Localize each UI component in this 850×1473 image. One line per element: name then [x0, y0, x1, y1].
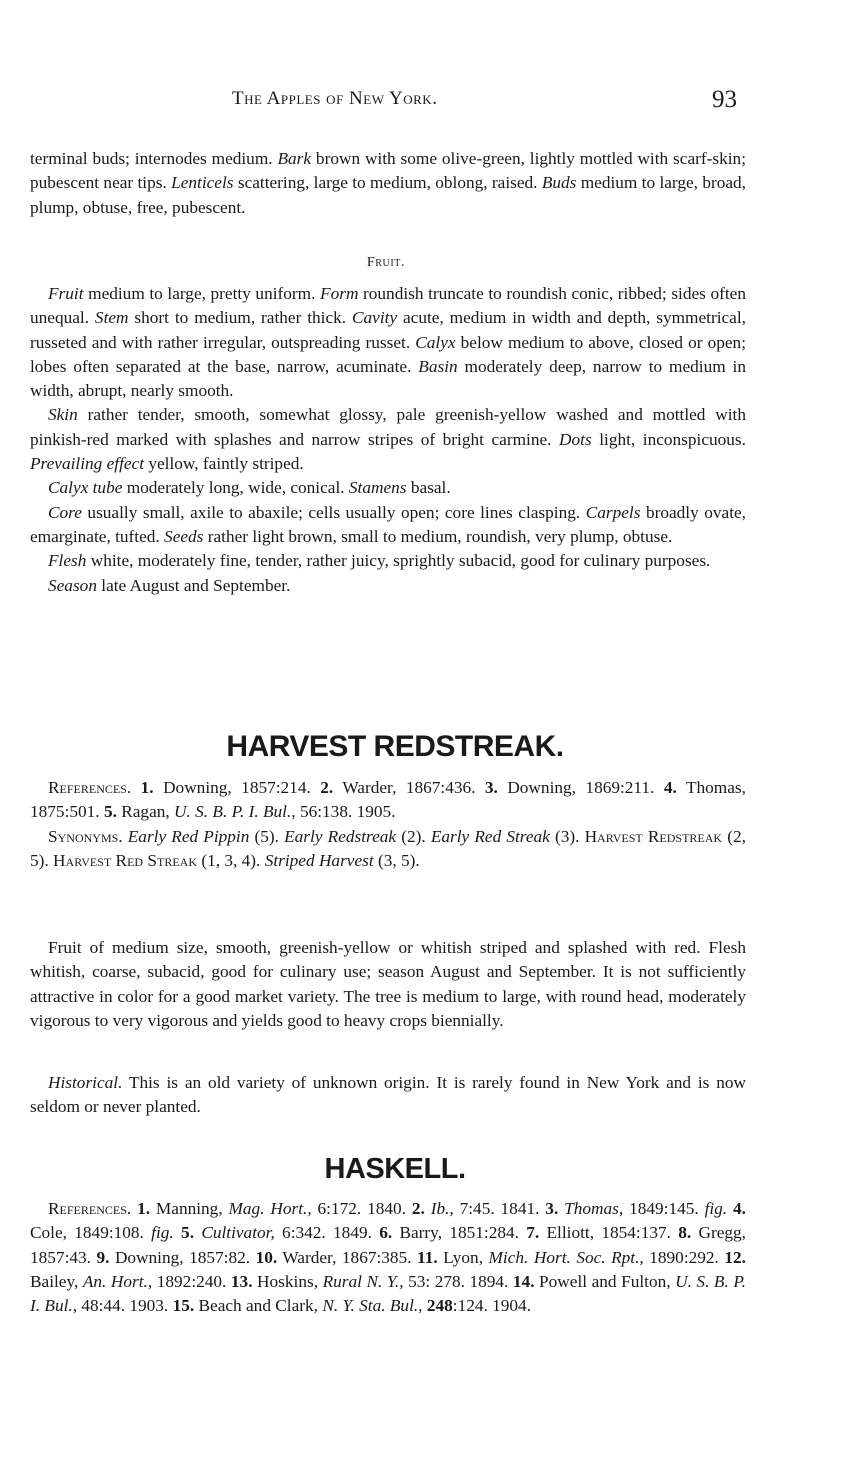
- intro-paragraph: terminal buds; internodes medium. Bark brown with some olive-green, lightly mottled with scarf-skin; pubescent near tips. Lenticels scattering, large to medium, oblong, raised. Buds medium to large, broad, plump, obtuse, free, pubescent.: [30, 149, 746, 217]
- core-paragraph: Core usually small, axile to abaxile; cells usually open; core lines clasping. Carpels broadly ovate, emarginate, tufted. Seeds rather light brown, small to medium, roundish, very plump, obtuse.: [30, 502, 746, 546]
- flesh-paragraph: Flesh white, moderately fine, tender, rather juicy, sprightly subacid, good for culinary purposes.: [48, 551, 711, 571]
- running-head: [0, 86, 850, 116]
- fruit-paragraph: Fruit medium to large, pretty uniform. Form roundish truncate to roundish conic, ribbed; sides often unequal. Stem short to medium, rather thick. Cavity acute, medium in width and depth, symmetrical, russeted and with rather irregular, outspreading russet. Calyx below medium to above, closed or open; lobes often separated at the base, narrow, acuminate. Basin moderately deep, narrow to medium in width, abrupt, nearly smooth.: [30, 284, 746, 401]
- season-paragraph: Season late August and September.: [48, 575, 291, 595]
- harvest-redstreak-synonyms: Synonyms. Early Red Pippin (5). Early Redstreak (2). Early Red Streak (3). Harvest Redstreak (2, 5). Harvest Red Streak (1, 3, 4). Striped Harvest (3, 5).: [30, 826, 746, 870]
- harvest-redstreak-description: Fruit of medium size, smooth, greenish-yellow or whitish striped and splashed with red. Flesh whitish, coarse, subacid, good for culinary use; season August and September. It is not sufficiently attractive in color for a good market variety. The tree is medium to large, with round head, moderately vigorous to very vigorous and yields good to heavy crops biennially.: [30, 938, 746, 1030]
- harvest-redstreak-title: HARVEST REDSTREAK.: [226, 730, 564, 763]
- fruit-heading: Fruit.: [366, 255, 406, 270]
- harvest-redstreak-references: References. 1. Downing, 1857:214. 2. Warder, 1867:436. 3. Downing, 1869:211. 4. Thomas, 1875:501. 5. Ragan, U. S. B. P. I. Bul., 56:138. 1905. Synonyms. Early Red Pippin (5). Early Redstreak (2). Early Red Streak (3). Harvest Redstreak (2, 5). Harvest Red Streak (1, 3, 4). Striped Harvest (3, 5).: [30, 776, 746, 873]
- running-title: The Apples of New York.: [232, 88, 438, 109]
- calyx-tube-paragraph: Calyx tube moderately long, wide, conical. Stamens basal.: [48, 478, 451, 498]
- page-number: 93: [712, 86, 737, 113]
- skin-paragraph: Skin rather tender, smooth, somewhat glossy, pale greenish-yellow washed and mottled with pinkish-red marked with splashes and narrow stripes of bright carmine. Dots light, inconspicuous. Prevailing effect yellow, faintly striped.: [30, 405, 746, 474]
- fruit-description: [30, 282, 746, 598]
- haskell-title: HASKELL.: [324, 1153, 466, 1185]
- haskell-references: References. 1. Manning, Mag. Hort., 6:172. 1840. 2. Ib., 7:45. 1841. 3. Thomas, 1849:145. fig. 4. Cole, 1849:108. fig. 5. Cultivator, 6:342. 1849. 6. Barry, 1851:284. 7. Elliott, 1854:137. 8. Gregg, 1857:43. 9. Downing, 1857:82. 10. Warder, 1867:385. 11. Lyon, Mich. Hort. Soc. Rpt., 1890:292. 12. Bailey, An. Hort., 1892:240. 13. Hoskins, Rural N. Y., 53: 278. 1894. 14. Powell and Fulton, U. S. B. P. I. Bul., 48:44. 1903. 15. Beach and Clark, N. Y. Sta. Bul., 248:124. 1904.: [30, 1199, 747, 1316]
- harvest-redstreak-historical: Historical. This is an old variety of unknown origin. It is rarely found in New York and is now seldom or never planted.: [30, 1073, 746, 1117]
